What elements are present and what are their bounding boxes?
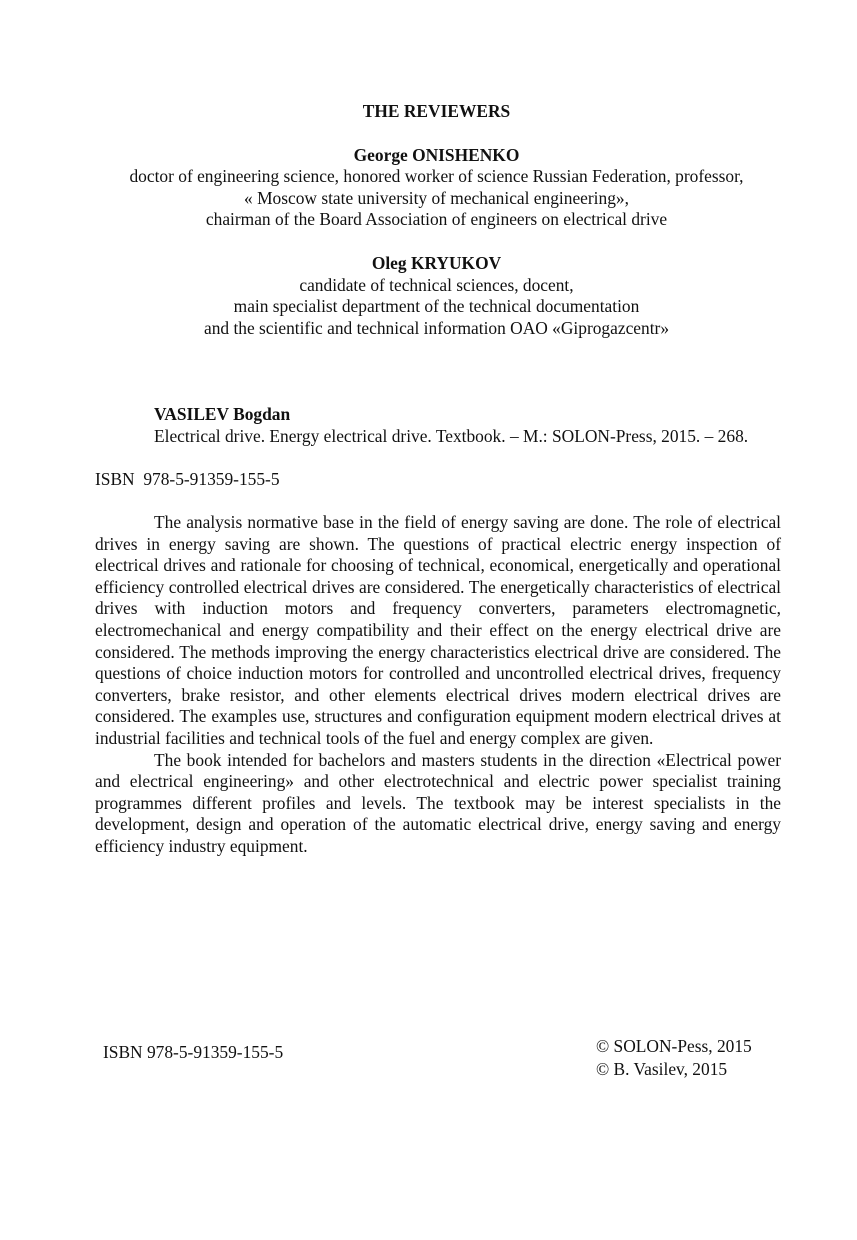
reviewer-1-credential-line: chairman of the Board Association of engineers on electrical drive xyxy=(205,209,668,229)
reviewers-heading: THE REVIEWERS xyxy=(362,101,511,121)
reviewer-2-credential-line: main specialist department of the technical documentation xyxy=(233,296,640,316)
footer-isbn: ISBN 978-5-91359-155-5 xyxy=(103,1042,284,1062)
abstract-paragraph: The book intended for bachelors and masters students in the direction «Electrical power and electrical engineering» and other electrotechnical and electric power specialist training programmes different profiles and levels. The textbook may be interest specialists in the development, design and operation of the automatic electrical drive, energy saving and energy efficiency industry equipment. xyxy=(95,749,781,856)
bibliographic-reference: Electrical drive. Energy electrical drive. Textbook. – M.: SOLON-Press, 2015. – 268. xyxy=(154,426,749,446)
reviewer-2-credential-line: and the scientific and technical information OAO «Giprogazcentr» xyxy=(203,318,670,338)
reviewer-2-name: Oleg KRYUKOV xyxy=(371,253,502,273)
reviewer-1-credential-line: « Moscow state university of mechanical engineering», xyxy=(244,188,629,208)
reviewer-2-credential-line: candidate of technical sciences, docent, xyxy=(299,275,574,295)
copyright-publisher: © SOLON-Pess, 2015 xyxy=(596,1036,752,1056)
reviewer-1-credential-line: doctor of engineering science, honored worker of science Russian Federation, professor, xyxy=(129,166,744,186)
reviewer-1-name: George ONISHENKO xyxy=(353,145,520,165)
abstract xyxy=(95,512,781,858)
isbn-line: ISBN 978-5-91359-155-5 xyxy=(95,469,280,489)
author-name: VASILEV Bogdan xyxy=(154,404,291,424)
copyright-author: © B. Vasilev, 2015 xyxy=(596,1059,728,1079)
abstract-paragraph: The analysis normative base in the field of energy saving are done. The role of electrical drives in energy saving are shown. The questions of practical electric energy inspection of electrical drives and rationale for choosing of technical, economical, energetically and operational efficiency controlled electrical drives are considered. The energetically characteristics of electrical drives with induction motors and frequency converters, parameters electromagnetic, electromechanical and energy compatibility and their effect on the energy electrical drive are considered. The methods improving the energy characteristics electrical drive are considered. The questions of choice induction motors for controlled and uncontrolled electrical drives, frequency converters, brake resistor, and other elements electrical drives modern electrical drives are considered. The examples use, structures and configuration equipment modern electrical drives at industrial facilities and technical tools of the fuel and energy complex are given. xyxy=(95,512,781,748)
